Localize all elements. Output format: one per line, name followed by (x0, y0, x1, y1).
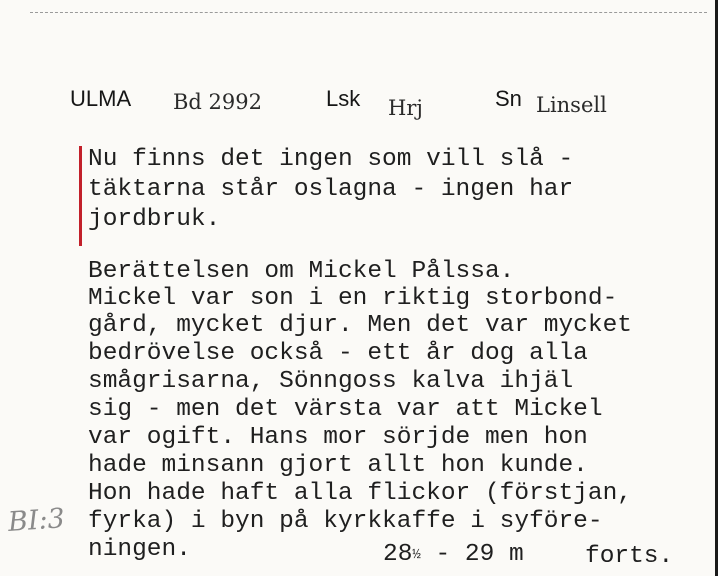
body-line: fyrka) i byn på kyrkkaffe i syföre- (88, 508, 603, 535)
body-line: Hon hade haft alla flickor (förstjan, (88, 480, 632, 507)
body-line: Mickel var son i en riktig storbond- (88, 285, 618, 312)
parish-label: Sn (495, 86, 522, 111)
note-line: jordbruk. (88, 206, 221, 233)
page-start: 28 (383, 541, 413, 568)
archive-label: ULMA (70, 86, 132, 111)
body-line: bedrövelse också - ett år dog alla (88, 340, 588, 367)
body-line: ningen. (88, 536, 191, 563)
note-line: täktarna står oslagna - ingen har (88, 176, 574, 203)
page-fraction: ½ (412, 547, 421, 563)
page-reference (383, 541, 524, 568)
continued-label: forts. (585, 543, 674, 570)
note-line: Nu finns det ingen som vill slå - (88, 146, 574, 173)
body-line: hade minsann gjort allt hon kunde. (88, 452, 588, 479)
body-line: var ogift. Hans mor sörjde men hon (88, 424, 588, 451)
card-top-rule (30, 12, 707, 13)
parish-value: Linsell (536, 93, 607, 117)
district-label: Lsk (326, 86, 361, 111)
page-end: - 29 m (420, 541, 524, 568)
margin-handwritten-note: BI:3 (6, 503, 66, 538)
body-line: smågrisarna, Sönngoss kalva ihjäl (88, 368, 574, 395)
story-title-line: Berättelsen om Mickel Pålssa. (88, 258, 515, 285)
body-line: sig - men det värsta var att Mickel (88, 396, 603, 423)
volume-number: Bd 2992 (173, 90, 262, 114)
district-value: Hrj (388, 96, 423, 120)
body-line: gård, mycket djur. Men det var mycket (88, 312, 632, 339)
red-marker-bar (79, 146, 82, 246)
